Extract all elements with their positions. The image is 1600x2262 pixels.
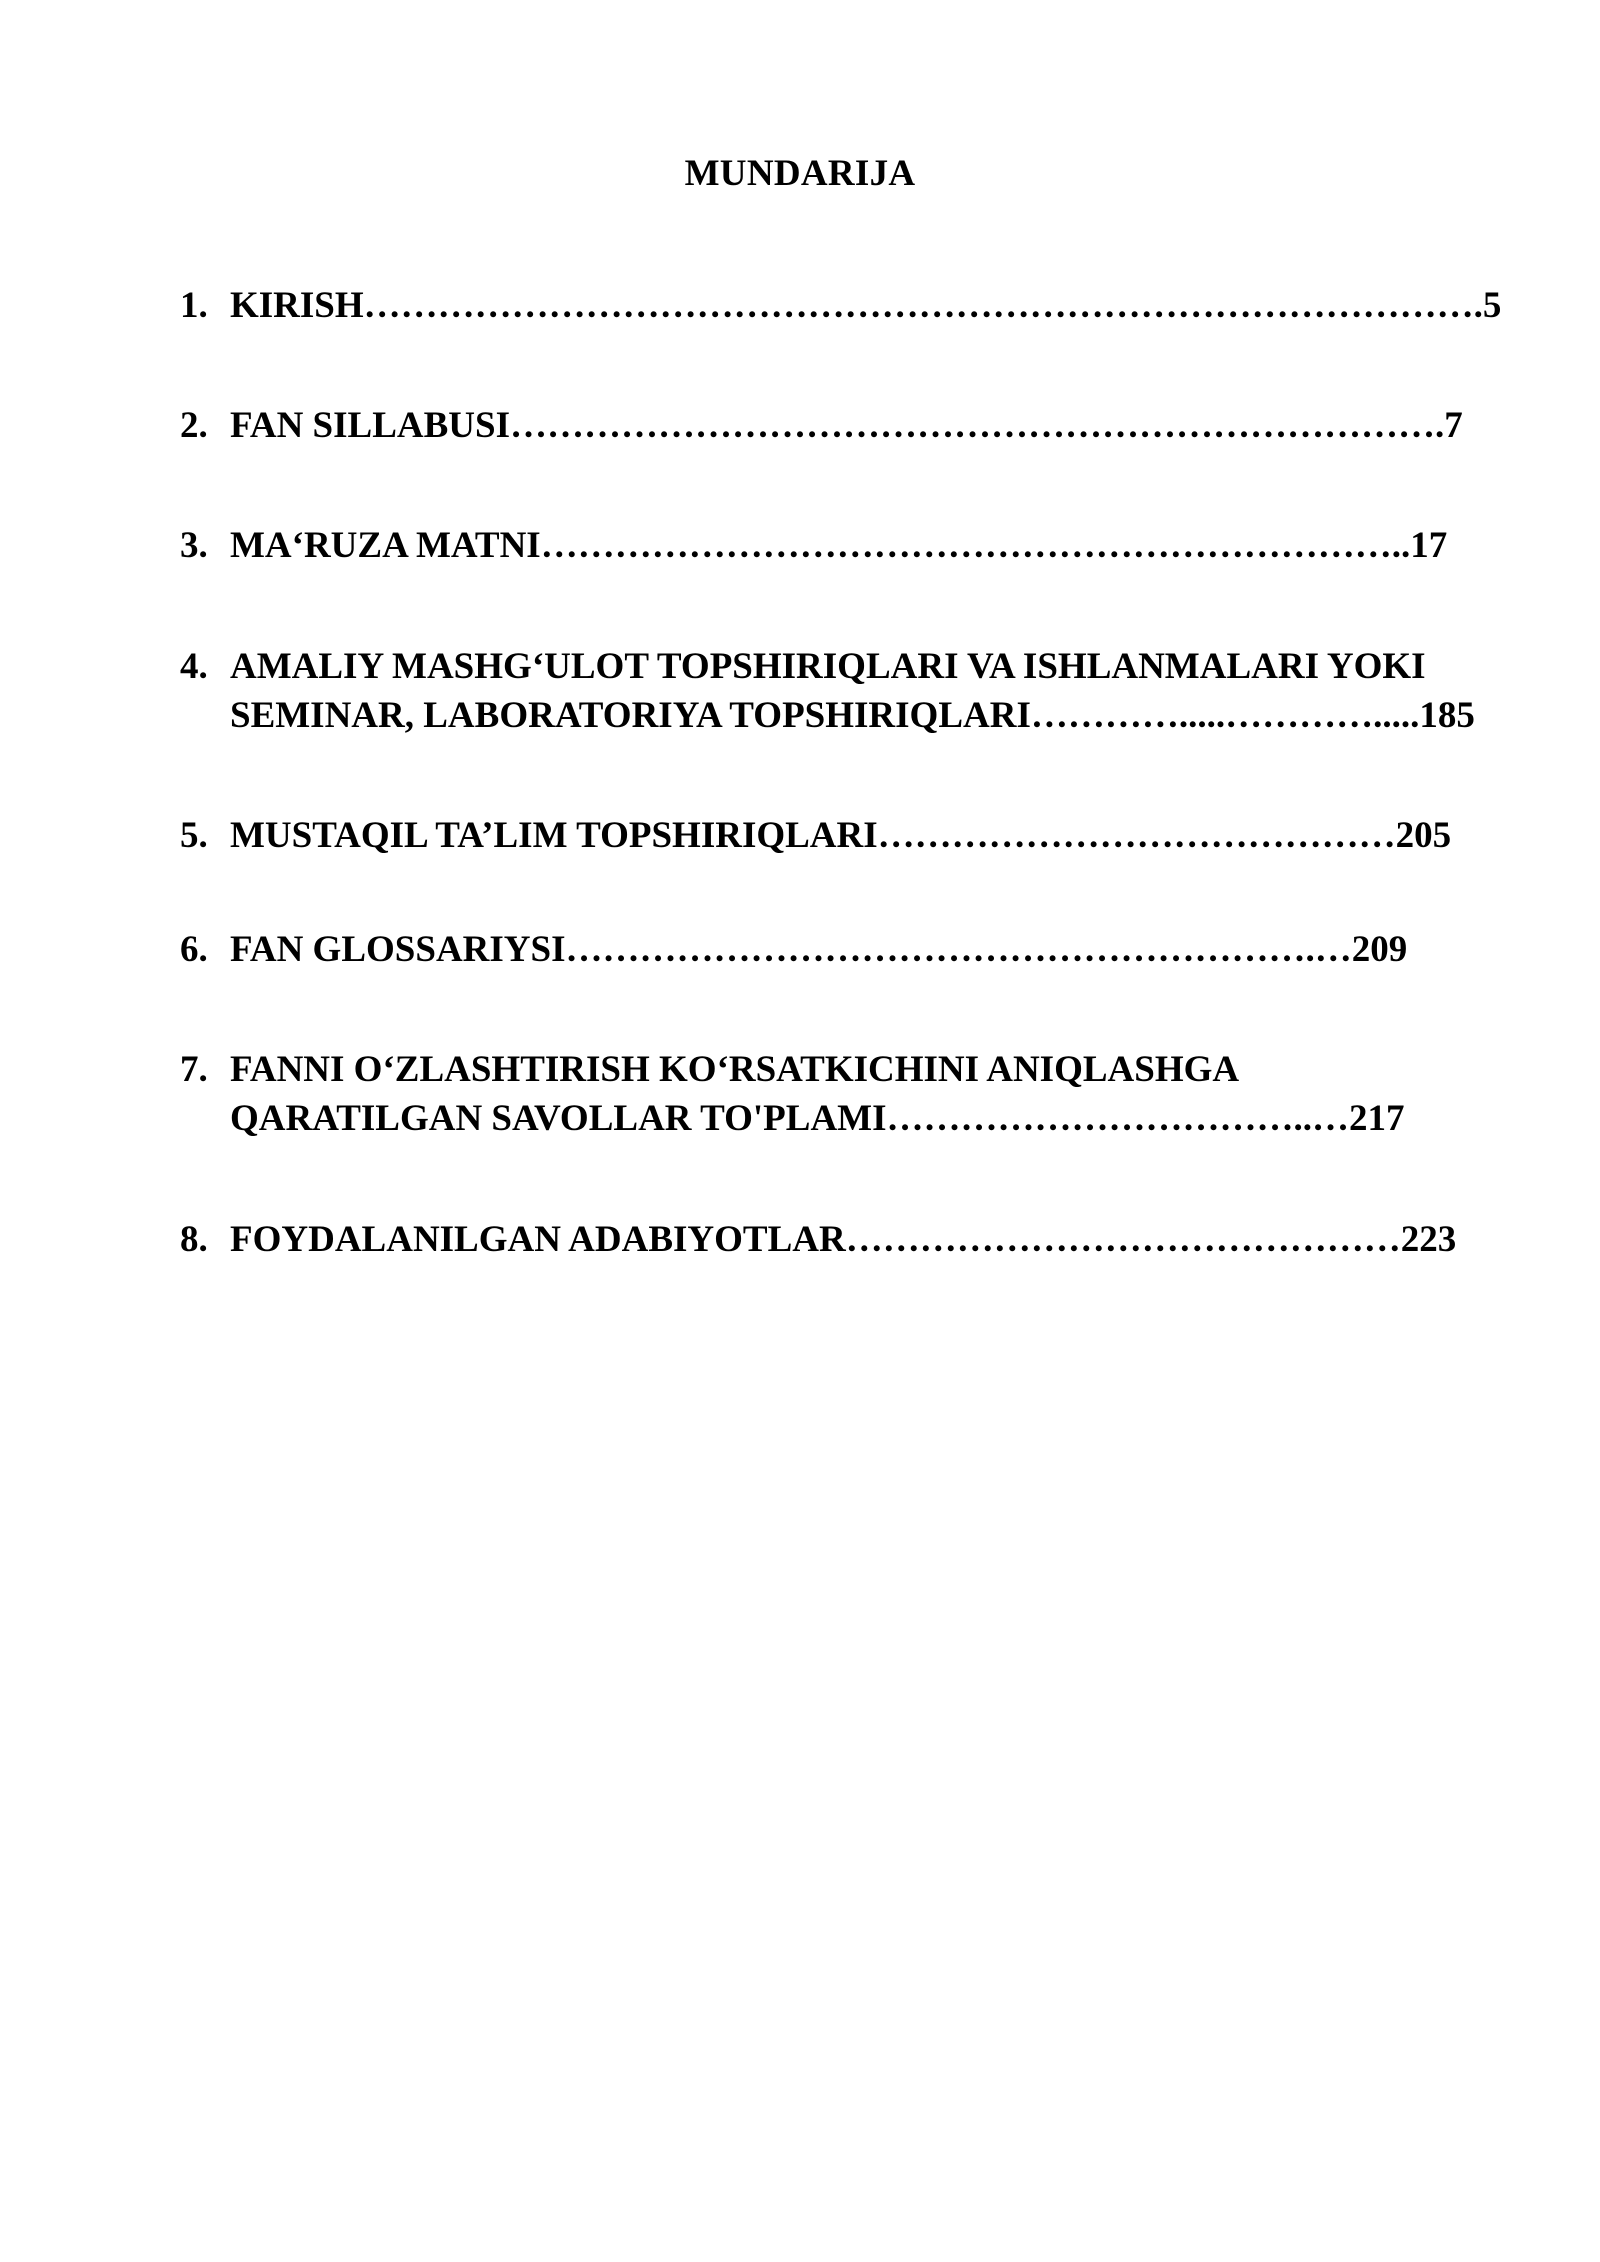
toc-entry-1 bbox=[180, 281, 1501, 331]
page-title: MUNDARIJA bbox=[684, 153, 916, 194]
toc-entry-number: 5. bbox=[180, 815, 208, 856]
toc-entry-6 bbox=[180, 925, 1407, 975]
toc-entry-text: KIRISH……………………………………………………………………………….5 bbox=[230, 285, 1502, 326]
toc-entry-text: FANNI O‘ZLASHTIRISH KO‘RSATKICHINI ANIQLASHGA bbox=[230, 1049, 1240, 1090]
toc-entry-text: AMALIY MASHG‘ULOT TOPSHIRIQLARI VA ISHLANMALARI YOKI bbox=[230, 646, 1426, 687]
toc-entry-text: MA‘RUZA MATNI……………………………………………………………..17 bbox=[230, 525, 1448, 566]
toc-entry-2 bbox=[180, 401, 1463, 451]
toc-entry-number: 1. bbox=[180, 285, 208, 326]
toc-entry-4-continuation bbox=[180, 691, 1475, 741]
toc-entry-7-continuation bbox=[180, 1094, 1404, 1144]
toc-entry-7 bbox=[180, 1045, 1239, 1095]
toc-entry-number: 6. bbox=[180, 929, 208, 970]
toc-entry-8 bbox=[180, 1215, 1456, 1265]
toc-entry-text: FAN SILLABUSI………………………………………………………………….7 bbox=[230, 405, 1463, 446]
toc-entry-number: 7. bbox=[180, 1049, 208, 1090]
toc-entry-text: SEMINAR, LABORATORIYA TOPSHIRIQLARI………….....………….....185 bbox=[230, 695, 1475, 736]
toc-entry-number: 3. bbox=[180, 525, 208, 566]
toc-entry-5 bbox=[180, 811, 1451, 861]
toc-entry-number: 2. bbox=[180, 405, 208, 446]
toc-entry-text: QARATILGAN SAVOLLAR TO'PLAMI……………………………..…217 bbox=[230, 1098, 1405, 1139]
toc-entry-4 bbox=[180, 642, 1426, 692]
toc-entry-text: FAN GLOSSARIYSI…………………………………………………….…209 bbox=[230, 929, 1408, 970]
toc-entry-text: MUSTAQIL TA’LIM TOPSHIRIQLARI……………………………………205 bbox=[230, 815, 1452, 856]
toc-entry-number: 8. bbox=[180, 1219, 208, 1260]
toc-entry-number: 4. bbox=[180, 646, 208, 687]
toc-entry-3 bbox=[180, 521, 1447, 571]
toc-entry-text: FOYDALANILGAN ADABIYOTLAR………………………………………223 bbox=[230, 1219, 1457, 1260]
